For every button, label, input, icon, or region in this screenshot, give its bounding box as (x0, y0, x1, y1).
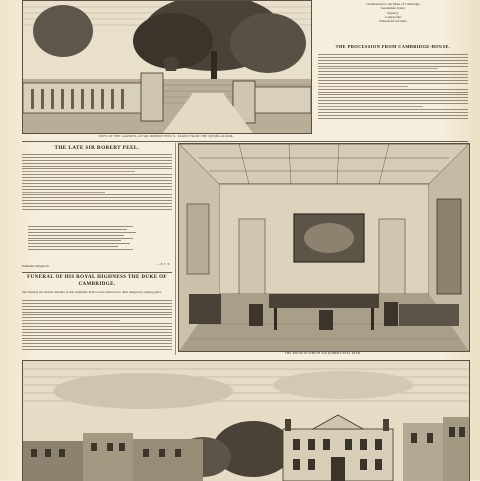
garden-caption: VIEW OF THE GARDEN, AT SIR ROBERT PEEL'S, TAKEN FROM THE DINING-ROOM. (98, 134, 234, 138)
procession-list-item: Comptroller (384, 14, 402, 19)
funeral-opening: On Tuesday the mortal remains of this estimable Prince were removed to their temporary resting-place, (22, 290, 163, 294)
poem-source: Plumstile Kingdom. (22, 264, 50, 268)
procession-heading: THE PROCESSION FROM CAMBRIDGE-HOUSE. (335, 44, 451, 49)
late-peel-text (22, 154, 172, 224)
column-divider (175, 143, 176, 355)
section-divider (22, 272, 172, 273)
room-engraving (178, 143, 470, 352)
procession-list-item: Household Servants (379, 19, 407, 24)
cambridge-house-engraving (22, 360, 470, 481)
procession-text (318, 54, 468, 138)
room-caption: THE ROOM IN WHICH SIR ROBERT PEEL DIED. (284, 351, 362, 355)
procession-list-item: Chamberlain to the Duke of Cambridge (366, 2, 420, 6)
poem-signature: —T. T. T. (157, 262, 170, 266)
funeral-heading: FUNERAL OF HIS ROYAL HIGHNESS THE DUKE OF CAMBRIDGE. (27, 275, 167, 287)
procession-list-item: Gentleman Usher (381, 6, 405, 11)
poem-block (22, 226, 172, 264)
section-divider (22, 141, 468, 142)
late-peel-heading: THE LATE SIR ROBERT PEEL. (54, 145, 140, 151)
funeral-text (22, 300, 172, 358)
procession-list-item: Equerry (387, 10, 399, 15)
garden-engraving (22, 0, 312, 134)
